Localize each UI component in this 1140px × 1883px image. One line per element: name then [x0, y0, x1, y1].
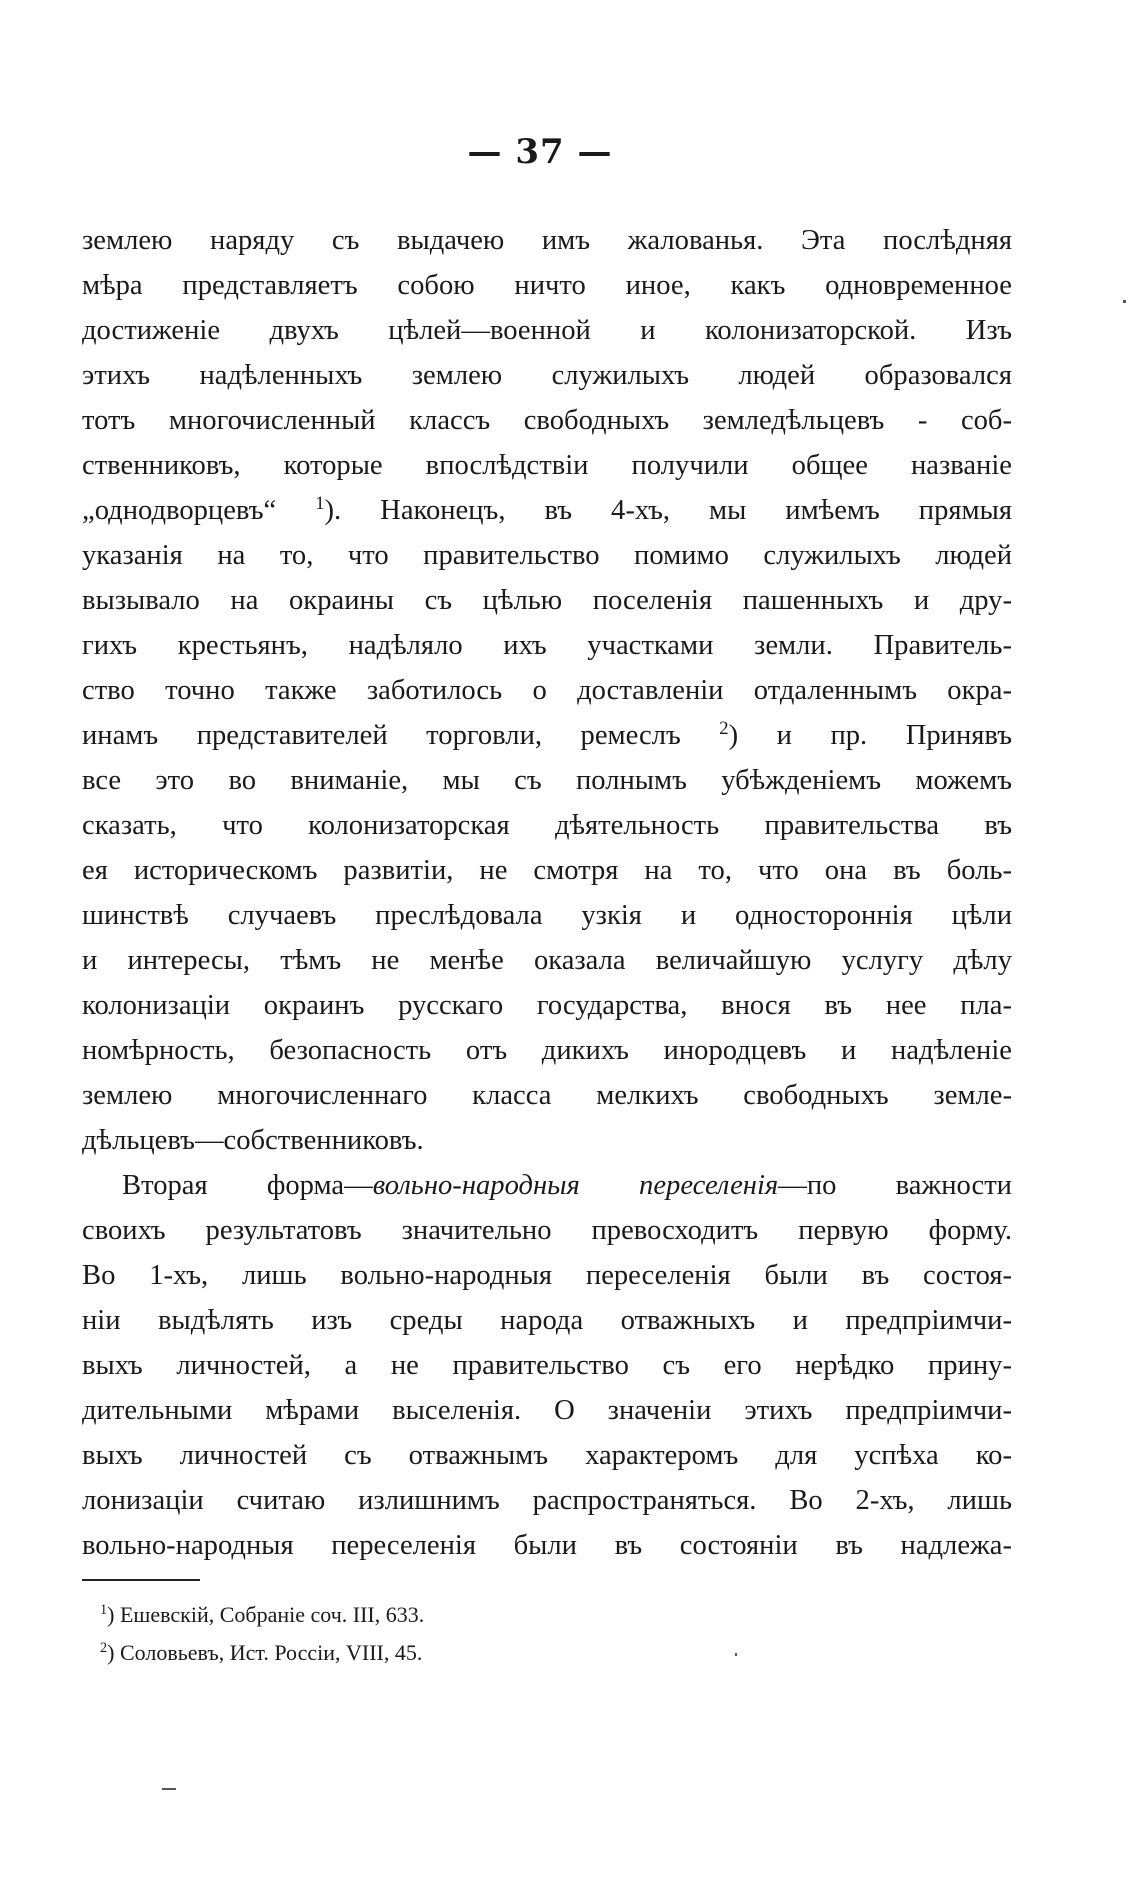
footnote — [100, 1634, 800, 1672]
footnote-mark: 1 — [100, 1602, 108, 1619]
text-line — [82, 668, 1012, 713]
text-line — [82, 758, 1012, 803]
body-text — [82, 218, 1012, 1568]
text-segment: указанія на то, что правительство помимо служилыхъ людей — [82, 540, 1012, 571]
text-segment: и интересы, тѣмъ не менѣе оказала величайшую услугу дѣлу — [82, 945, 1012, 976]
page-number: — 37 — — [467, 132, 613, 172]
text-line — [82, 578, 1012, 623]
text-segment: вызывало на окраины съ цѣлью поселенія пашенныхъ и дру- — [82, 585, 1012, 616]
text-segment: мѣра представляетъ собою ничто иное, какъ одновременное — [82, 270, 1012, 301]
text-line — [82, 623, 1012, 668]
text-segment: сказать, что колонизаторская дѣятельность правительства въ — [82, 810, 1012, 841]
text-line — [82, 1163, 1012, 1208]
footnote — [100, 1596, 800, 1634]
text-segment: „однодворцевъ“ — [82, 495, 316, 526]
print-speck — [735, 1653, 737, 1656]
footnote-reference[interactable]: 2 — [719, 717, 729, 739]
text-line — [82, 803, 1012, 848]
text-line — [82, 1208, 1012, 1253]
text-segment: гихъ крестьянъ, надѣляло ихъ участками земли. Правитель- — [82, 630, 1012, 661]
text-line — [82, 983, 1012, 1028]
text-segment: колонизаціи окраинъ русскаго государства, внося въ нее пла- — [82, 990, 1012, 1021]
text-segment: ея историческомъ развитіи, не смотря на то, что она въ боль- — [82, 855, 1012, 886]
text-segment: Вторая форма— — [122, 1170, 373, 1201]
text-segment: лонизаціи считаю излишнимъ распространяться. Во 2-хъ, лишь — [82, 1485, 1012, 1516]
text-segment: вольно-народныя переселенія были въ состояніи въ надлежа- — [82, 1530, 1012, 1561]
text-line — [82, 308, 1012, 353]
text-segment: этихъ надѣленныхъ землею служилыхъ людей образовался — [82, 360, 1012, 391]
text-segment: ство точно также заботилось о доставленіи отдаленнымъ окра- — [82, 675, 1012, 706]
text-segment: выхъ личностей, а не правительство съ его нерѣдко прину- — [82, 1350, 1012, 1381]
text-line — [82, 1478, 1012, 1523]
text-line — [82, 1253, 1012, 1298]
text-line — [82, 1118, 1012, 1163]
footnote-separator — [82, 1579, 200, 1581]
text-line — [82, 218, 1012, 263]
print-speck — [162, 1788, 176, 1790]
text-segment: достиженіе двухъ цѣлей—военной и колонизаторской. Изъ — [82, 315, 1012, 346]
print-speck — [1123, 300, 1126, 303]
text-line — [82, 263, 1012, 308]
text-line — [82, 1028, 1012, 1073]
text-line — [82, 1073, 1012, 1118]
text-segment: дительными мѣрами выселенія. О значеніи этихъ предпріимчи- — [82, 1395, 1012, 1426]
text-segment: землею наряду съ выдачею имъ жалованья. Эта послѣдняя — [82, 225, 1012, 256]
text-segment: ) и пр. Принявъ — [728, 720, 1012, 751]
text-segment: номѣрность, безопасность отъ дикихъ инородцевъ и надѣленіе — [82, 1035, 1012, 1066]
text-segment: выхъ личностей съ отважнымъ характеромъ для успѣха ко- — [82, 1440, 1012, 1471]
text-segment: дѣльцевъ—собственниковъ. — [82, 1125, 424, 1156]
italic-term: вольно-народныя переселенія — [372, 1170, 779, 1201]
footnote-text: ) Соловьевъ, Ист. Россіи, VIII, 45. — [107, 1640, 423, 1665]
footnote-mark: 2 — [100, 1640, 108, 1657]
footnote-reference[interactable]: 1 — [315, 492, 325, 514]
footnote-text: ) Ешевскій, Собраніе соч. III, 633. — [107, 1602, 425, 1627]
text-segment: тотъ многочисленный классъ свободныхъ земледѣльцевъ - соб- — [82, 405, 1012, 436]
text-line — [82, 1298, 1012, 1343]
text-segment: ственниковъ, которые впослѣдствіи получили общее названіе — [82, 450, 1012, 481]
text-line — [82, 848, 1012, 893]
text-line — [82, 893, 1012, 938]
text-segment: все это во вниманіе, мы съ полнымъ убѣжденіемъ можемъ — [82, 765, 1012, 796]
text-line — [82, 1388, 1012, 1433]
text-line — [82, 443, 1012, 488]
text-segment: шинствѣ случаевъ преслѣдовала узкія и одностороннія цѣли — [82, 900, 1012, 931]
text-line — [82, 353, 1012, 398]
text-segment: своихъ результатовъ значительно превосходитъ первую форму. — [82, 1215, 1012, 1246]
text-segment: ніи выдѣлять изъ среды народа отважныхъ и предпріимчи- — [82, 1305, 1012, 1336]
text-line — [82, 398, 1012, 443]
text-segment: землею многочисленнаго класса мелкихъ свободныхъ земле- — [82, 1080, 1012, 1111]
text-segment: Во 1-хъ, лишь вольно-народныя переселенія были въ состоя- — [82, 1260, 1012, 1291]
text-line — [82, 1523, 1012, 1568]
text-segment: ). Наконецъ, въ 4-хъ, мы имѣемъ прямыя — [324, 495, 1013, 526]
text-line — [82, 1343, 1012, 1388]
footnotes — [100, 1596, 800, 1672]
text-line — [82, 713, 1012, 758]
text-segment: инамъ представителей торговли, ремеслъ — [82, 720, 720, 751]
text-segment: —по важности — [778, 1170, 1012, 1201]
text-line — [82, 938, 1012, 983]
text-line — [82, 488, 1012, 533]
text-line — [82, 533, 1012, 578]
text-line — [82, 1433, 1012, 1478]
